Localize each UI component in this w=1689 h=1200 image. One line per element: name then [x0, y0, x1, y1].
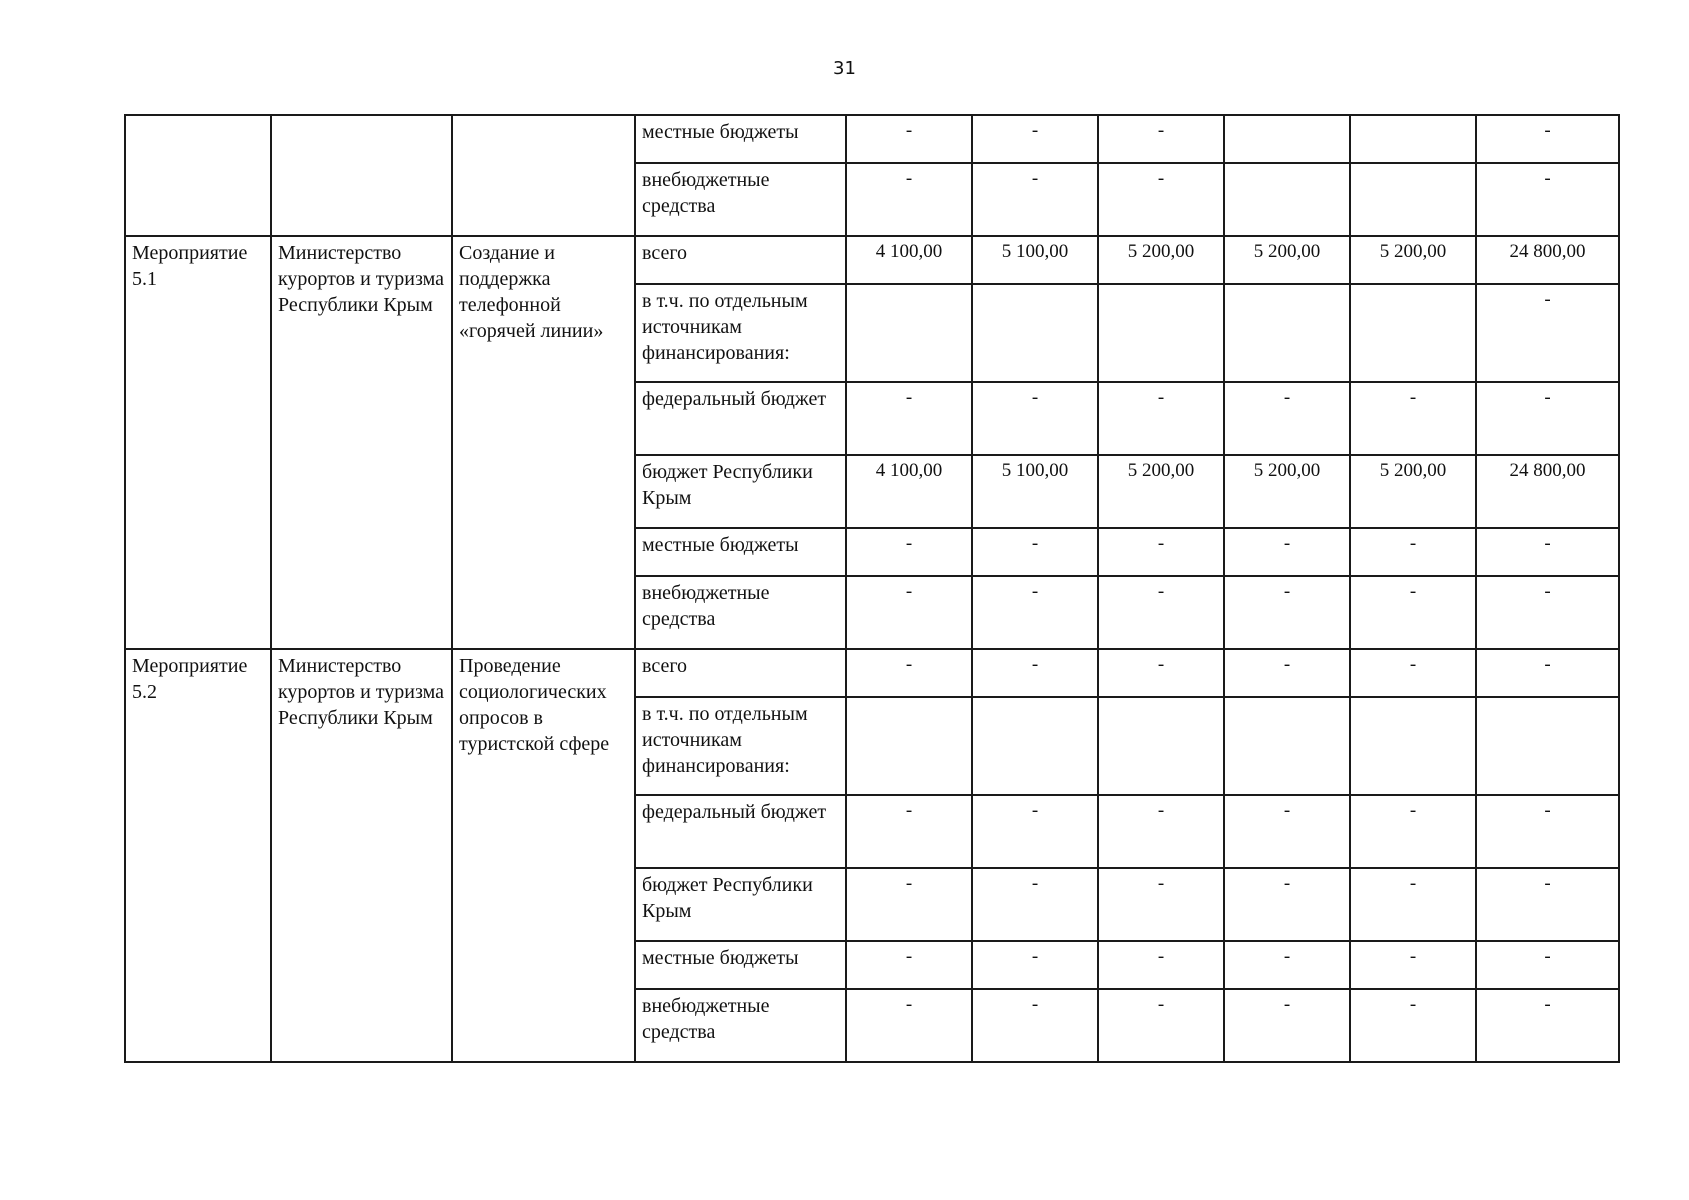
total-cell: - [1476, 382, 1619, 455]
total-cell: - [1476, 649, 1619, 697]
value-cell [1350, 284, 1476, 382]
funding-source: всего [635, 236, 846, 284]
value-cell: - [1224, 649, 1350, 697]
activity-name: Мероприятие 5.2 [125, 649, 271, 1062]
value-cell: - [846, 163, 972, 236]
funding-source: местные бюджеты [635, 115, 846, 163]
total-cell: - [1476, 795, 1619, 868]
value-cell: - [972, 941, 1098, 989]
value-cell: - [846, 989, 972, 1062]
value-cell: - [846, 382, 972, 455]
value-cell: 5 200,00 [1224, 455, 1350, 528]
funding-source: внебюджетные средства [635, 989, 846, 1062]
funding-source: в т.ч. по отдельным источникам финансирования: [635, 284, 846, 382]
value-cell [1350, 163, 1476, 236]
activity-description: Проведение социологических опросов в туристской сфере [452, 649, 635, 1062]
value-cell: 5 200,00 [1350, 236, 1476, 284]
value-cell [1098, 697, 1224, 795]
activity-description: Создание и поддержка телефонной «горячей линии» [452, 236, 635, 649]
value-cell: 5 200,00 [1098, 236, 1224, 284]
total-cell: - [1476, 528, 1619, 576]
financing-table [124, 114, 1620, 1063]
value-cell [846, 284, 972, 382]
value-cell: - [846, 576, 972, 649]
funding-source: федеральный бюджет [635, 795, 846, 868]
value-cell [846, 697, 972, 795]
value-cell [972, 284, 1098, 382]
value-cell: - [846, 528, 972, 576]
funding-source: в т.ч. по отдельным источникам финансирования: [635, 697, 846, 795]
value-cell: - [846, 649, 972, 697]
value-cell: - [1224, 868, 1350, 941]
value-cell: - [1098, 163, 1224, 236]
value-cell: - [1098, 528, 1224, 576]
value-cell: - [1350, 795, 1476, 868]
value-cell: - [1350, 649, 1476, 697]
total-cell: - [1476, 115, 1619, 163]
page-number: 31 [833, 58, 856, 79]
value-cell: - [846, 868, 972, 941]
value-cell [1224, 697, 1350, 795]
activity-executor: Министерство курортов и туризма Республики Крым [271, 649, 452, 1062]
value-cell: 4 100,00 [846, 455, 972, 528]
funding-source: внебюджетные средства [635, 576, 846, 649]
value-cell: - [1224, 941, 1350, 989]
value-cell: - [972, 989, 1098, 1062]
total-cell: - [1476, 576, 1619, 649]
value-cell: - [1224, 989, 1350, 1062]
value-cell: - [972, 115, 1098, 163]
value-cell: - [972, 382, 1098, 455]
executor-cell-empty [271, 115, 452, 236]
value-cell: 5 200,00 [1224, 236, 1350, 284]
value-cell [1350, 115, 1476, 163]
value-cell: - [1098, 795, 1224, 868]
activity-executor: Министерство курортов и туризма Республики Крым [271, 236, 452, 649]
value-cell: - [1350, 576, 1476, 649]
value-cell: - [846, 941, 972, 989]
value-cell [1224, 163, 1350, 236]
description-cell-empty [452, 115, 635, 236]
total-cell: - [1476, 163, 1619, 236]
value-cell: - [1350, 382, 1476, 455]
funding-source: местные бюджеты [635, 528, 846, 576]
funding-source: бюджет Республики Крым [635, 868, 846, 941]
value-cell: - [1098, 382, 1224, 455]
value-cell: - [972, 868, 1098, 941]
value-cell: - [1098, 868, 1224, 941]
total-cell [1476, 697, 1619, 795]
value-cell: - [846, 115, 972, 163]
value-cell: - [1350, 868, 1476, 941]
value-cell [1224, 284, 1350, 382]
funding-source: всего [635, 649, 846, 697]
value-cell: - [1098, 576, 1224, 649]
value-cell [1098, 284, 1224, 382]
value-cell: - [1224, 382, 1350, 455]
table-row [125, 649, 1619, 697]
value-cell: - [1350, 941, 1476, 989]
funding-source: внебюджетные средства [635, 163, 846, 236]
value-cell: - [1350, 989, 1476, 1062]
table-row [125, 236, 1619, 284]
value-cell: 5 200,00 [1350, 455, 1476, 528]
funding-source: федеральный бюджет [635, 382, 846, 455]
total-cell: - [1476, 284, 1619, 382]
value-cell: - [1098, 649, 1224, 697]
table-row [125, 115, 1619, 163]
value-cell: - [1098, 941, 1224, 989]
value-cell: 4 100,00 [846, 236, 972, 284]
value-cell: - [846, 795, 972, 868]
total-cell: - [1476, 868, 1619, 941]
value-cell: 5 100,00 [972, 455, 1098, 528]
value-cell: - [972, 576, 1098, 649]
value-cell: - [972, 163, 1098, 236]
funding-source: местные бюджеты [635, 941, 846, 989]
value-cell: - [972, 795, 1098, 868]
activity-cell-empty [125, 115, 271, 236]
value-cell: 5 100,00 [972, 236, 1098, 284]
value-cell: - [1098, 989, 1224, 1062]
value-cell [1350, 697, 1476, 795]
value-cell: - [1350, 528, 1476, 576]
value-cell: - [972, 649, 1098, 697]
funding-source: бюджет Республики Крым [635, 455, 846, 528]
value-cell: - [1224, 795, 1350, 868]
value-cell: - [1098, 115, 1224, 163]
total-cell: 24 800,00 [1476, 455, 1619, 528]
total-cell: - [1476, 941, 1619, 989]
value-cell [1224, 115, 1350, 163]
activity-name: Мероприятие 5.1 [125, 236, 271, 649]
value-cell: - [1224, 576, 1350, 649]
value-cell [972, 697, 1098, 795]
total-cell: 24 800,00 [1476, 236, 1619, 284]
total-cell: - [1476, 989, 1619, 1062]
value-cell: - [972, 528, 1098, 576]
value-cell: 5 200,00 [1098, 455, 1224, 528]
value-cell: - [1224, 528, 1350, 576]
